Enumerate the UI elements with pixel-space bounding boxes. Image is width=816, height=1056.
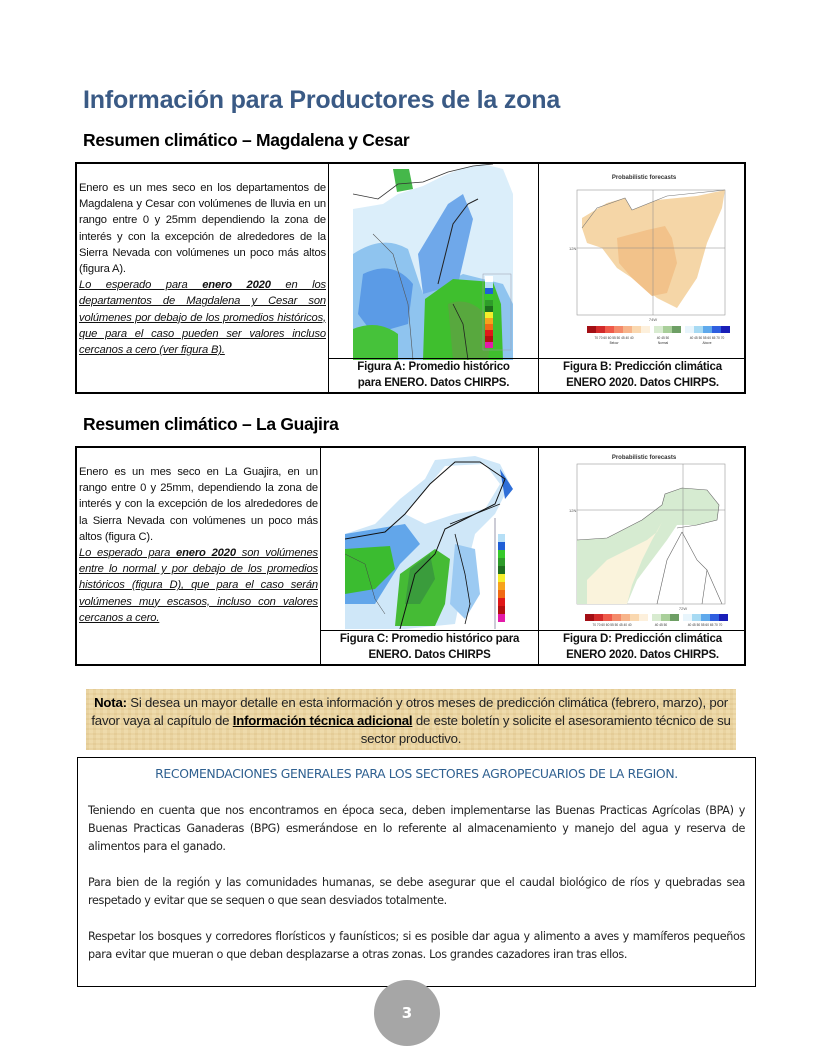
svg-text:Above: Above: [702, 341, 712, 345]
svg-text:40 45 50: 40 45 50: [656, 336, 670, 340]
nota-text-after: de este boletín y solicite el asesoramiento técnico de su sector productivo.: [360, 713, 731, 746]
figure-a-cell: [329, 164, 539, 392]
nota-box: [86, 689, 736, 750]
summary-text-cell: [77, 448, 321, 664]
figure-c-precipitation-map: [345, 454, 517, 629]
figure-a-caption: Figura A: Promedio histórico para ENERO. Datos CHIRPS.: [329, 358, 538, 392]
figure-c-legend: [495, 518, 517, 629]
forecast-text: Lo esperado para enero 2020 son volúmenes entre lo normal y por debajo de los promedios históricos (figura D), que para el caso serán volúmenes muy escasos, incluso con valores cercanos a cero.: [79, 547, 318, 624]
page-title: Información para Productores de la zona: [83, 86, 561, 114]
svg-text:40 45 50 55 60 65 70 70: 40 45 50 55 60 65 70 70: [687, 623, 723, 627]
svg-text:Below: Below: [609, 341, 619, 345]
svg-text:40 45 50: 40 45 50: [654, 623, 668, 627]
figure-b-forecast-map: [547, 168, 742, 353]
recommendation-paragraph: Para bien de la región y las comunidades humanas, se debe asegurar que el caudal biológico de ríos y quebradas sea respetado y evitar que se sequen o que sean desviados totalmente.: [88, 876, 745, 907]
figure-d-cell: [539, 448, 746, 664]
svg-text:70 70 60 60 55 50 45 40 40: 70 70 60 60 55 50 45 40 40: [594, 336, 634, 340]
informacion-tecnica-adicional-link[interactable]: Información técnica adicional: [232, 713, 413, 728]
svg-text:12N: 12N: [569, 246, 577, 251]
forecast-text: Lo esperado para enero 2020 en los departamentos de Magdalena y Cesar son volúmenes por debajo de los promedios históricos, que para el caso pueden ser valores incluso cercanos a cero (ver figura B).: [79, 279, 326, 357]
figure-c-caption: Figura C: Promedio histórico para ENERO. Datos CHIRPS: [321, 630, 538, 664]
summary-text-cell: [77, 164, 329, 392]
nota-text-before: Si desea un mayor detalle en esta información y otros meses de predicción climática (febrero, marzo), por favor vaya al capítulo de: [91, 695, 728, 728]
figure-b-legend: [587, 326, 730, 345]
summary-description: Enero es un mes seco en los departamentos de Magdalena y Cesar con volúmenes de lluvia en un rango entre 0 y 25mm dependiendo la zona de interés y con la excepción de alrededores de la Sierra Nevada con volúmenes un poco más altos (figura A).: [79, 182, 326, 276]
recommendation-paragraph: Respetar los bosques y corredores florísticos y faunísticos; si es posible dar agua y alimento a aves y mamíferos pequeños para evitar que mueran o que deban desplazarse a otras zonas. Los grandes cazadores iran tras ellos.: [88, 930, 745, 961]
svg-text:70 70 60 60 55 50 45 40 40: 70 70 60 60 55 50 45 40 40: [592, 623, 632, 627]
svg-text:Probabilistic forecasts: Probabilistic forecasts: [611, 455, 677, 461]
forecast-month: enero 2020: [176, 547, 236, 560]
climate-table-magdalena-cesar: [75, 162, 746, 394]
figure-d-legend: [585, 614, 728, 627]
svg-text:72W: 72W: [678, 606, 688, 611]
recommendation-paragraph: Teniendo en cuenta que nos encontramos en época seca, deben implementarse las Buenas Practicas Agrícolas (BPA) y Buenas Practicas Ganaderas (BPG) esmerándose en lo referente al almacenamiento y manejo del agua y reserva de alimentos para el ganado.: [88, 804, 745, 853]
figure-d-forecast-map: [547, 450, 742, 630]
svg-text:40 45 50 55 60 65 70 70: 40 45 50 55 60 65 70 70: [689, 336, 725, 340]
nota-label: Nota:: [94, 695, 127, 710]
svg-text:Probabilistic forecasts: Probabilistic forecasts: [611, 175, 677, 181]
forecast-month: enero 2020: [202, 279, 271, 292]
summary-description: Enero es un mes seco en La Guajira, en un rango entre 0 y 25mm, dependiendo la zona de interés y con la excepción de los alrededores de la Sierra Nevada con volúmenes un poco más altos (figura C).: [79, 466, 318, 543]
figure-d-caption: Figura D: Predicción climática ENERO 2020. Datos CHIRPS.: [539, 630, 746, 664]
figure-b-cell: [539, 164, 746, 392]
svg-text:Normal: Normal: [657, 341, 669, 345]
figure-b-caption: Figura B: Predicción climática ENERO 2020. Datos CHIRPS.: [539, 358, 746, 392]
svg-text:12N: 12N: [569, 508, 577, 513]
section-title-la-guajira: Resumen climático – La Guajira: [83, 414, 339, 434]
figure-c-cell: [321, 448, 539, 664]
climate-table-la-guajira: [75, 446, 746, 666]
figure-a-precipitation-map: [353, 164, 513, 360]
section-title-magdalena-cesar: Resumen climático – Magdalena y Cesar: [83, 130, 410, 150]
svg-text:74W: 74W: [648, 317, 658, 322]
recommendations-box: [77, 757, 756, 987]
recommendations-title: RECOMENDACIONES GENERALES PARA LOS SECTORES AGROPECUARIOS DE LA REGION.: [155, 766, 678, 781]
page-number-badge: 3: [374, 980, 440, 1046]
